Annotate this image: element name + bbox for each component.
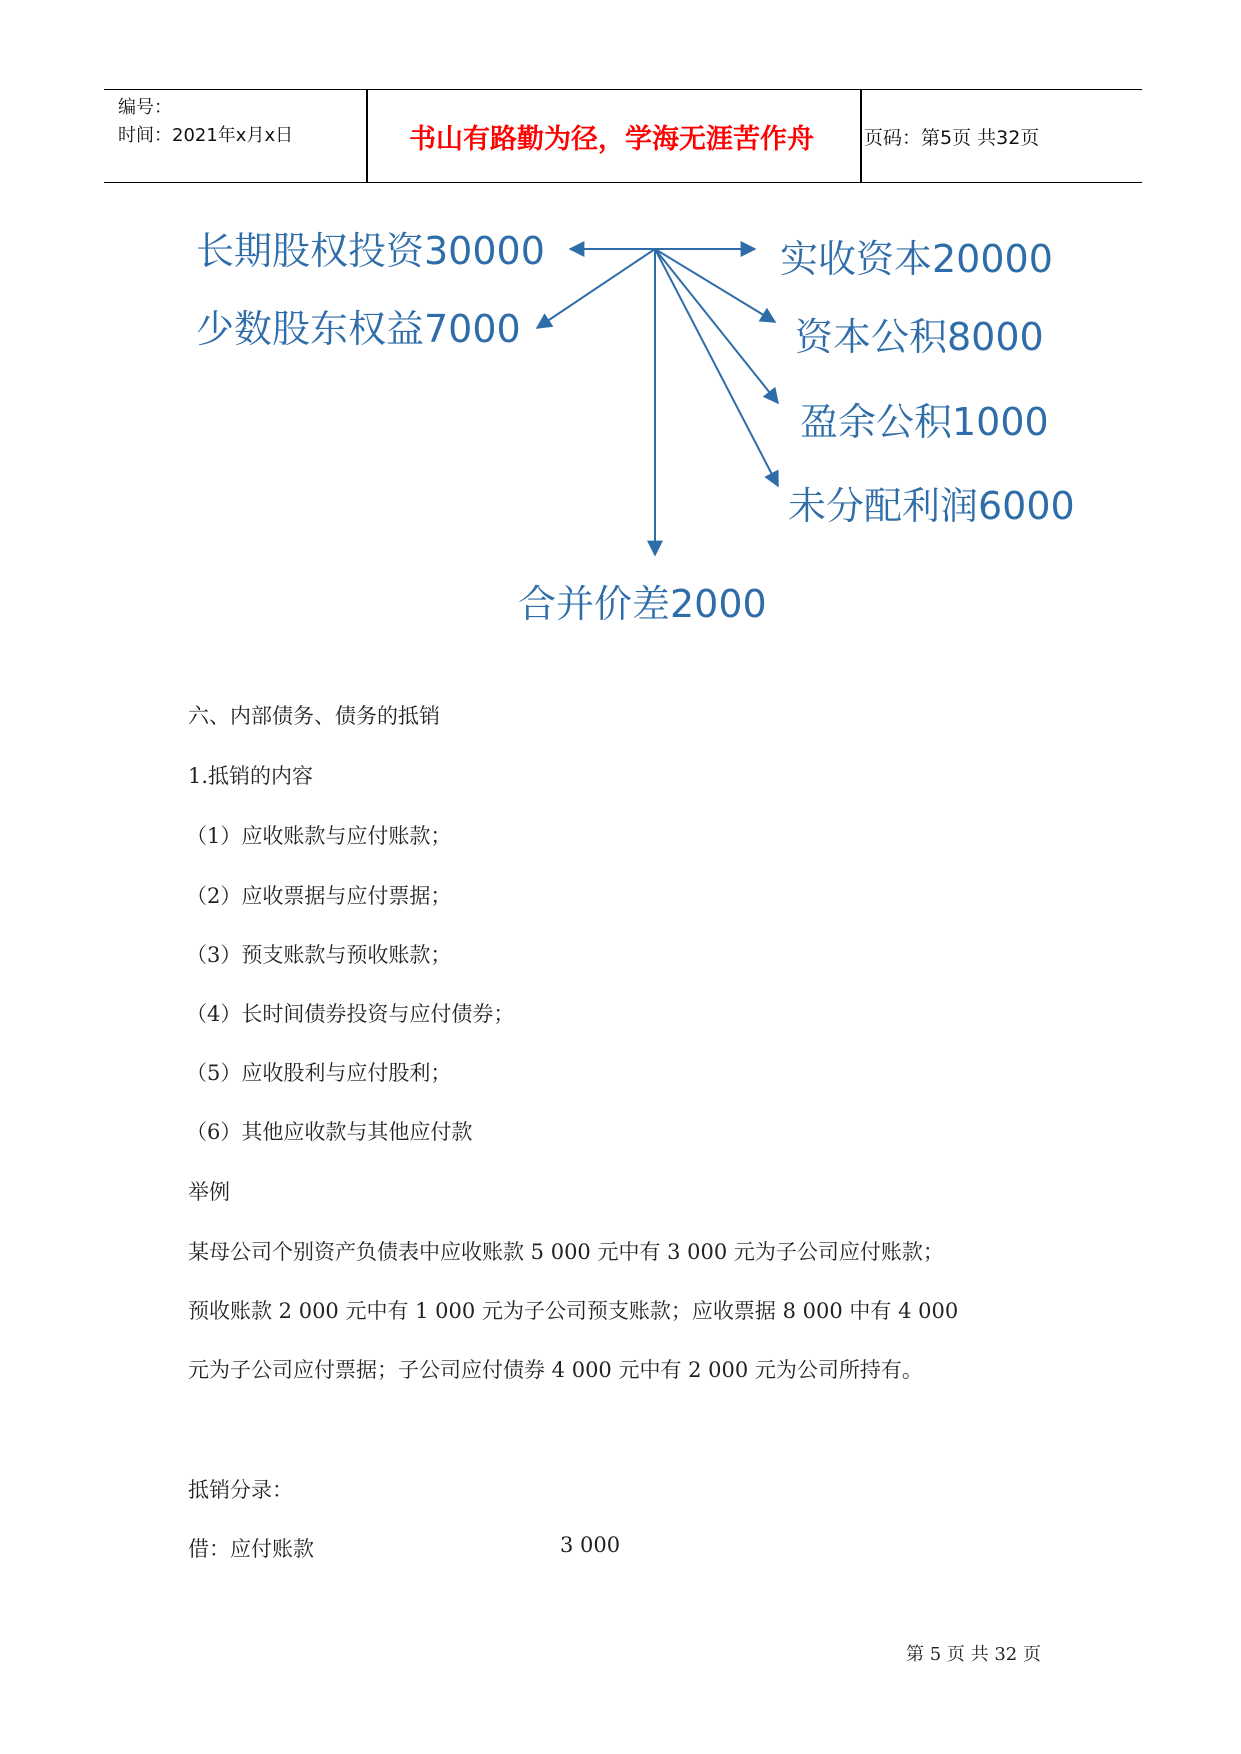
header-meta xyxy=(118,94,293,150)
entry-amount: 3 000 xyxy=(560,1533,621,1557)
section-title: 六、内部债务、债务的抵销 xyxy=(188,704,440,728)
subsection-title: 1.抵销的内容 xyxy=(188,764,314,788)
arrow-to-minority-interest xyxy=(537,249,655,328)
document-header xyxy=(104,89,1142,183)
example-line: 元为子公司应付票据；子公司应付债券 4 000 元中有 2 000 元为公司所持有。 xyxy=(188,1358,923,1382)
node-capital-reserve: 资本公积8000 xyxy=(795,315,1044,359)
header-page-info: 页码：第5页 共32页 xyxy=(864,126,1040,149)
example-line: 预收账款 2 000 元中有 1 000 元为子公司预支账款；应收票据 8 000 中有 4 000 xyxy=(188,1299,959,1323)
page-footer: 第 5 页 共 32 页 xyxy=(906,1644,1041,1665)
elimination-diagram xyxy=(0,200,1241,640)
diagram-arrows xyxy=(0,200,1241,640)
list-item: （2）应收票据与应付票据； xyxy=(186,884,452,908)
node-undistributed-profit: 未分配利润6000 xyxy=(788,484,1075,528)
list-item: （3）预支账款与预收账款； xyxy=(186,943,452,967)
arrow-to-undistributed-profit xyxy=(655,249,778,486)
arrow-to-surplus-reserve xyxy=(655,249,778,403)
example-line: 某母公司个别资产负债表中应收账款 5 000 元中有 3 000 元为子公司应付账款； xyxy=(188,1240,944,1264)
node-minority-interest: 少数股东权益7000 xyxy=(196,307,521,351)
entry-account: 借：应付账款 xyxy=(188,1537,314,1561)
node-surplus-reserve: 盈余公积1000 xyxy=(800,400,1049,444)
list-item: （1）应收账款与应付账款； xyxy=(186,824,452,848)
node-paid-in-capital: 实收资本20000 xyxy=(780,237,1053,281)
header-motto: 书山有路勤为径，学海无涯苦作舟 xyxy=(409,123,814,155)
example-label: 举例 xyxy=(188,1180,230,1204)
list-item: （5）应收股利与应付股利； xyxy=(186,1061,452,1085)
list-item: （6）其他应收款与其他应付款 xyxy=(186,1120,473,1144)
time-label: 时间：2021年x月x日 xyxy=(118,125,294,146)
node-merger-difference: 合并价差2000 xyxy=(518,582,767,626)
header-divider-right xyxy=(860,90,862,182)
entry-label: 抵销分录： xyxy=(188,1478,293,1502)
list-item: （4）长时间债券投资与应付债券； xyxy=(186,1002,515,1026)
number-label: 编号： xyxy=(118,97,172,118)
node-long-term-equity: 长期股权投资30000 xyxy=(196,229,545,273)
